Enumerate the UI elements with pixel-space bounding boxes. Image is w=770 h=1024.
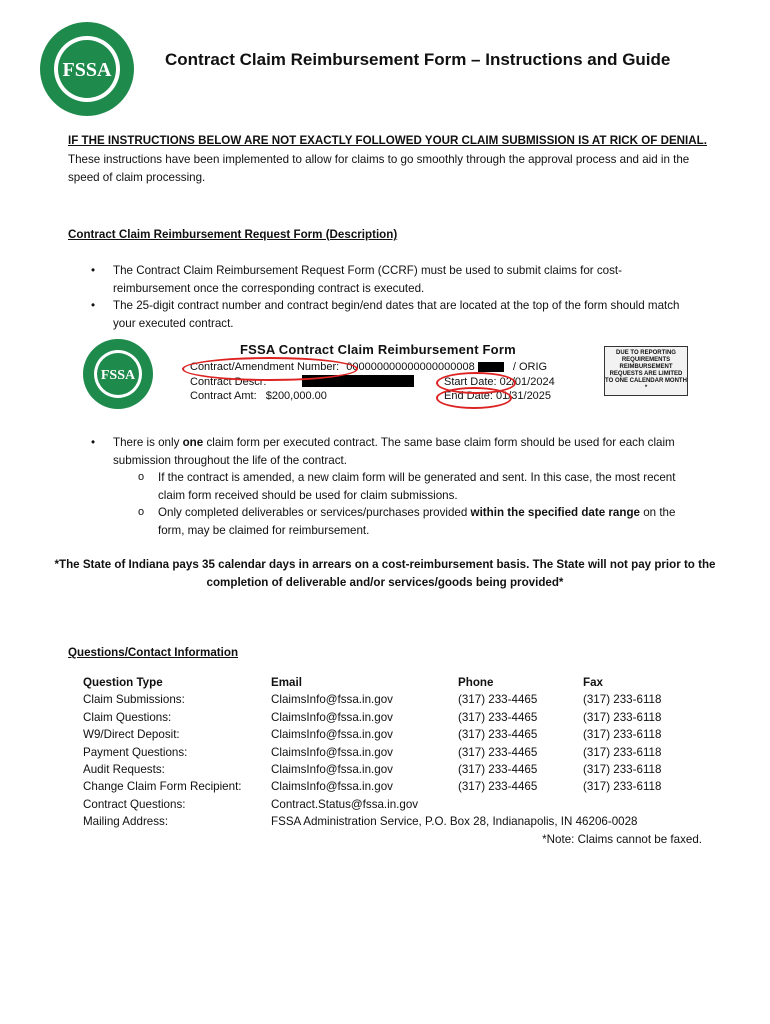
bullet-dot: • — [91, 299, 96, 312]
state-payment-note: *The State of Indiana pays 35 calendar days in arrears on a cost-reimbursement basis. The State will not pay prior to the completion of deliverable and/or services/goods being provided* — [54, 558, 716, 589]
email-link[interactable]: ClaimsInfo@fssa.in.gov — [271, 780, 393, 794]
column-header: Question Type — [83, 676, 163, 689]
contract-number-row: Contract/Amendment Number: 000000000000000000008 / ORIG — [190, 361, 548, 373]
svg-text:FSSA: FSSA — [100, 368, 136, 383]
highlight-circle — [436, 387, 512, 409]
svg-text:FSSA: FSSA — [62, 59, 112, 81]
bullet-dot: • — [91, 264, 96, 277]
bullet-one-claim-form: • There is only one claim form per executed contract. The same base claim form should be used for each claim submission throughout the life of the contract. — [91, 436, 675, 467]
form-image-title: FSSA Contract Claim Reimbursement Form — [240, 342, 516, 357]
bullet-dot: • — [91, 436, 96, 449]
email-link[interactable]: ClaimsInfo@fssa.in.gov — [271, 710, 393, 724]
email-link[interactable]: ClaimsInfo@fssa.in.gov — [271, 745, 393, 759]
column-header: Fax — [583, 676, 603, 689]
email-link[interactable]: ClaimsInfo@fssa.in.gov — [271, 693, 393, 707]
column-header: Email — [271, 676, 302, 689]
col-phone: Phone (317) 233-4465 (317) 233-4465 (317) 233-4465 (317) 233-4465 (317) 233-4465 (317) 233-4465 — [458, 676, 538, 794]
fssa-logo — [38, 20, 136, 118]
intro-paragraph: These instructions have been implemented to allow for claims to go smoothly through the approval process and aid in the speed of claim processing. — [68, 153, 690, 184]
sub-bullet-date-range: o Only completed deliverables or services/purchases provided within the specified date range on the form, may be claimed for reimbursement. — [138, 506, 676, 537]
column-header: Phone — [458, 676, 494, 689]
email-link[interactable]: ClaimsInfo@fssa.in.gov — [271, 763, 393, 777]
redaction-bar — [478, 362, 504, 372]
sub-bullet-marker: o — [138, 506, 145, 518]
contract-descr-row: Contract Descr: — [190, 376, 267, 388]
reporting-note-box: DUE TO REPORTING REQUIREMENTS REIMBURSEMENT REQUESTS ARE LIMITED TO ONE CALENDAR MONTH * — [604, 346, 688, 396]
end-date-row: End Date: 01/31/2025 — [444, 390, 552, 402]
col-fax: Fax (317) 233-6118 (317) 233-6118 (317) 233-6118 (317) 233-6118 (317) 233-6118 (317) 233-6118 — [583, 676, 662, 794]
col-question-type: Question Type Claim Submissions: Claim Questions: W9/Direct Deposit: Payment Questions: Audit Requests: Change Claim Form Recipient: Contract Questions: Mailing Address: — [83, 676, 242, 829]
page-title: Contract Claim Reimbursement Form – Instructions and Guide — [165, 50, 671, 69]
email-link[interactable]: ClaimsInfo@fssa.in.gov — [271, 728, 393, 742]
email-link[interactable]: Contract.Status@fssa.in.gov — [271, 797, 419, 811]
form-header-image — [82, 338, 694, 410]
bullet-ccrf: • The Contract Claim Reimbursement Request Form (CCRF) must be used to submit claims for cost-reimbursement once the corresponding contract is executed. — [91, 264, 622, 295]
sub-bullet-amended: o If the contract is amended, a new claim form will be generated and sent. In this case, the most recent claim form received should be used for claim submissions. — [138, 471, 676, 502]
section-heading-contacts: Questions/Contact Information — [68, 646, 239, 659]
contract-amount-row: Contract Amt: $200,000.00 — [190, 390, 327, 402]
section-heading-description: Contract Claim Reimbursement Request Form (Description) — [68, 228, 398, 241]
fssa-logo-small — [82, 338, 154, 410]
fax-footnote: *Note: Claims cannot be faxed. — [542, 833, 702, 846]
start-date-row: Start Date: 02/01/2024 — [444, 376, 555, 388]
highlight-circle — [182, 357, 358, 381]
sub-bullet-marker: o — [138, 471, 145, 483]
bullet-contract-number: • The 25-digit contract number and contract begin/end dates that are located at the top of the form should match your executed contract. — [91, 299, 680, 330]
denial-warning: IF THE INSTRUCTIONS BELOW ARE NOT EXACTLY FOLLOWED YOUR CLAIM SUBMISSION IS AT RICK OF DENIAL. — [68, 134, 707, 147]
mailing-address: FSSA Administration Service, P.O. Box 28, Indianapolis, IN 46206-0028 — [271, 815, 638, 829]
